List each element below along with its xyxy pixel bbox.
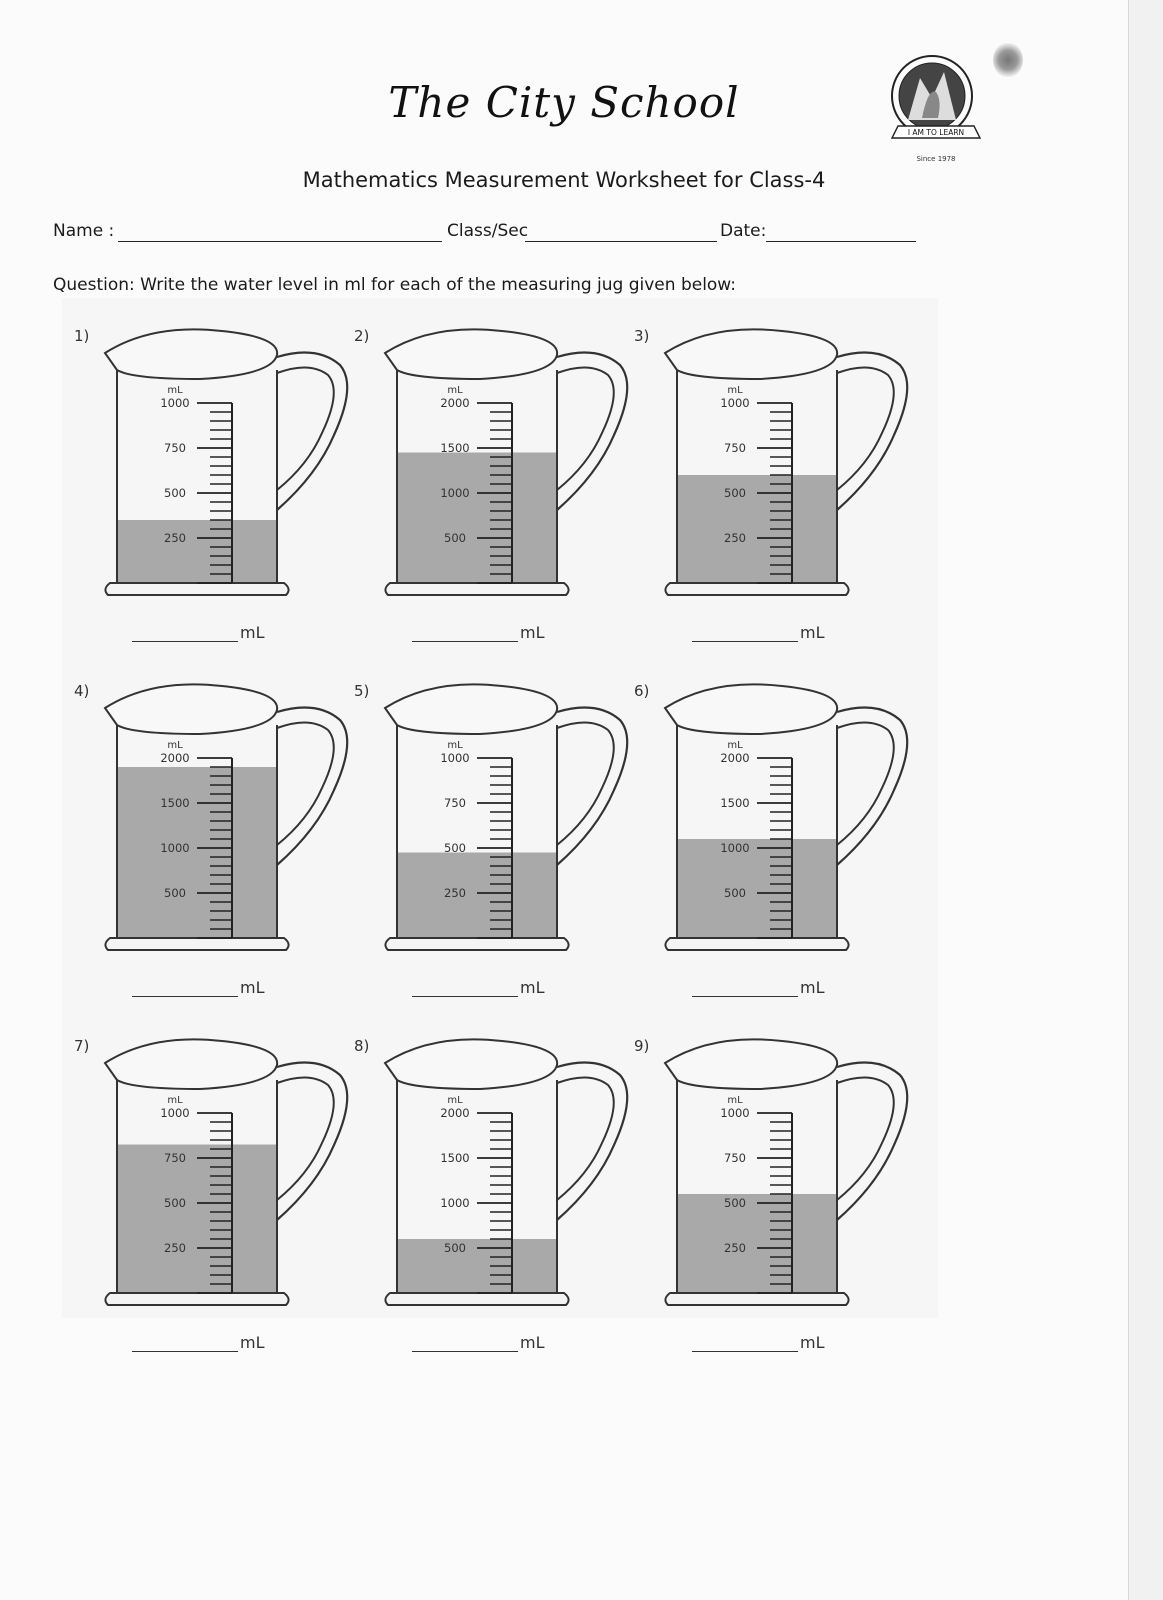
jug-number: 4) xyxy=(74,682,90,700)
answer-unit: mL xyxy=(800,978,825,997)
answer-blank[interactable] xyxy=(692,996,798,997)
scale-unit: mL xyxy=(727,740,743,751)
scale-label: 1000 xyxy=(440,486,470,500)
scale-label: 500 xyxy=(444,841,466,855)
school-crest xyxy=(890,48,990,173)
answer-blank[interactable] xyxy=(132,641,238,642)
scale-label: 2000 xyxy=(720,751,750,765)
scale-label: 1500 xyxy=(440,1151,470,1165)
answer-unit: mL xyxy=(520,978,545,997)
scale-unit: mL xyxy=(447,740,463,751)
scale-unit: mL xyxy=(447,385,463,396)
measuring-jug-5 xyxy=(352,680,642,1030)
answer-unit: mL xyxy=(240,978,265,997)
answer-field[interactable] xyxy=(132,1333,265,1352)
scale-label: 1500 xyxy=(720,796,750,810)
scale-label: 1000 xyxy=(160,396,190,410)
water-level xyxy=(118,767,276,938)
name-label: Name : xyxy=(53,221,115,241)
jug-drawing xyxy=(632,325,922,605)
measuring-jug-7 xyxy=(72,1035,362,1385)
jug-number: 5) xyxy=(354,682,370,700)
scale-label: 1000 xyxy=(440,1196,470,1210)
date-field[interactable] xyxy=(766,241,916,242)
answer-field[interactable] xyxy=(692,623,825,642)
answer-unit: mL xyxy=(240,623,265,642)
scale-unit: mL xyxy=(727,1095,743,1106)
water-level xyxy=(118,520,276,583)
scale-label: 500 xyxy=(164,1196,186,1210)
jug-number: 1) xyxy=(74,327,90,345)
scale-label: 2000 xyxy=(440,1106,470,1120)
scale-label: 1000 xyxy=(720,1106,750,1120)
scale-label: 1000 xyxy=(720,841,750,855)
answer-unit: mL xyxy=(240,1333,265,1352)
answer-field[interactable] xyxy=(692,1333,825,1352)
answer-blank[interactable] xyxy=(412,641,518,642)
jug-drawing xyxy=(72,1035,362,1315)
scale-unit: mL xyxy=(167,740,183,751)
scale-label: 250 xyxy=(724,1241,746,1255)
measuring-jug-6 xyxy=(632,680,922,1030)
name-field[interactable] xyxy=(118,241,442,242)
answer-field[interactable] xyxy=(412,1333,545,1352)
scale-label: 1000 xyxy=(160,1106,190,1120)
scale-label: 1500 xyxy=(160,796,190,810)
answer-blank[interactable] xyxy=(132,996,238,997)
scale-label: 1000 xyxy=(440,751,470,765)
water-level xyxy=(678,1194,836,1293)
jug-drawing xyxy=(72,325,362,605)
answer-field[interactable] xyxy=(132,978,265,997)
question-text: Question: Write the water level in ml for each of the measuring jug given below: xyxy=(53,275,737,295)
answer-unit: mL xyxy=(520,623,545,642)
scale-label: 500 xyxy=(724,486,746,500)
water-level xyxy=(118,1145,276,1294)
jug-drawing xyxy=(352,1035,642,1315)
water-level xyxy=(678,475,836,583)
crest-motto: I AM TO LEARN xyxy=(907,128,965,137)
jug-number: 7) xyxy=(74,1037,90,1055)
jug-drawing xyxy=(632,1035,922,1315)
jug-drawing xyxy=(352,325,642,605)
date-label: Date: xyxy=(720,221,767,241)
jug-number: 6) xyxy=(634,682,650,700)
measuring-jug-8 xyxy=(352,1035,642,1385)
water-level xyxy=(398,1239,556,1293)
scale-label: 1000 xyxy=(160,841,190,855)
answer-field[interactable] xyxy=(412,978,545,997)
scale-label: 250 xyxy=(164,1241,186,1255)
water-level xyxy=(398,853,556,939)
scan-smudge xyxy=(993,42,1023,78)
answer-blank[interactable] xyxy=(692,1351,798,1352)
answer-field[interactable] xyxy=(692,978,825,997)
scale-label: 500 xyxy=(724,1196,746,1210)
jug-drawing xyxy=(72,680,362,960)
scale-label: 250 xyxy=(444,886,466,900)
scale-label: 1500 xyxy=(440,441,470,455)
scale-unit: mL xyxy=(167,1095,183,1106)
scale-label: 750 xyxy=(444,796,466,810)
scale-label: 500 xyxy=(444,531,466,545)
scale-label: 750 xyxy=(724,441,746,455)
scan-edge xyxy=(1128,0,1163,1600)
scale-unit: mL xyxy=(167,385,183,396)
water-level xyxy=(398,453,556,584)
water-level xyxy=(678,839,836,938)
scale-label: 500 xyxy=(724,886,746,900)
scale-unit: mL xyxy=(447,1095,463,1106)
jug-number: 3) xyxy=(634,327,650,345)
scale-label: 2000 xyxy=(160,751,190,765)
measuring-jug-9 xyxy=(632,1035,922,1385)
answer-blank[interactable] xyxy=(412,1351,518,1352)
scale-label: 750 xyxy=(724,1151,746,1165)
measuring-jug-1 xyxy=(72,325,362,675)
scale-label: 250 xyxy=(724,531,746,545)
answer-field[interactable] xyxy=(132,623,265,642)
answer-unit: mL xyxy=(800,623,825,642)
scale-label: 750 xyxy=(164,1151,186,1165)
scale-label: 500 xyxy=(164,486,186,500)
scale-label: 500 xyxy=(444,1241,466,1255)
jug-number: 9) xyxy=(634,1037,650,1055)
jug-drawing xyxy=(352,680,642,960)
answer-field[interactable] xyxy=(412,623,545,642)
class-label: Class/Sec xyxy=(447,221,529,241)
class-field[interactable] xyxy=(525,241,717,242)
scale-label: 2000 xyxy=(440,396,470,410)
jug-number: 8) xyxy=(354,1037,370,1055)
answer-blank[interactable] xyxy=(132,1351,238,1352)
answer-blank[interactable] xyxy=(412,996,518,997)
answer-unit: mL xyxy=(520,1333,545,1352)
scale-label: 250 xyxy=(164,531,186,545)
scale-label: 1000 xyxy=(720,396,750,410)
crest-since: Since 1978 xyxy=(916,155,956,163)
jug-number: 2) xyxy=(354,327,370,345)
measuring-jug-4 xyxy=(72,680,362,1030)
school-name: The City School xyxy=(388,78,740,127)
worksheet-title: Mathematics Measurement Worksheet for Class-4 xyxy=(302,168,826,192)
answer-unit: mL xyxy=(800,1333,825,1352)
jug-drawing xyxy=(632,680,922,960)
measuring-jug-3 xyxy=(632,325,922,675)
scale-label: 500 xyxy=(164,886,186,900)
scale-label: 750 xyxy=(164,441,186,455)
measuring-jug-2 xyxy=(352,325,642,675)
scale-unit: mL xyxy=(727,385,743,396)
answer-blank[interactable] xyxy=(692,641,798,642)
